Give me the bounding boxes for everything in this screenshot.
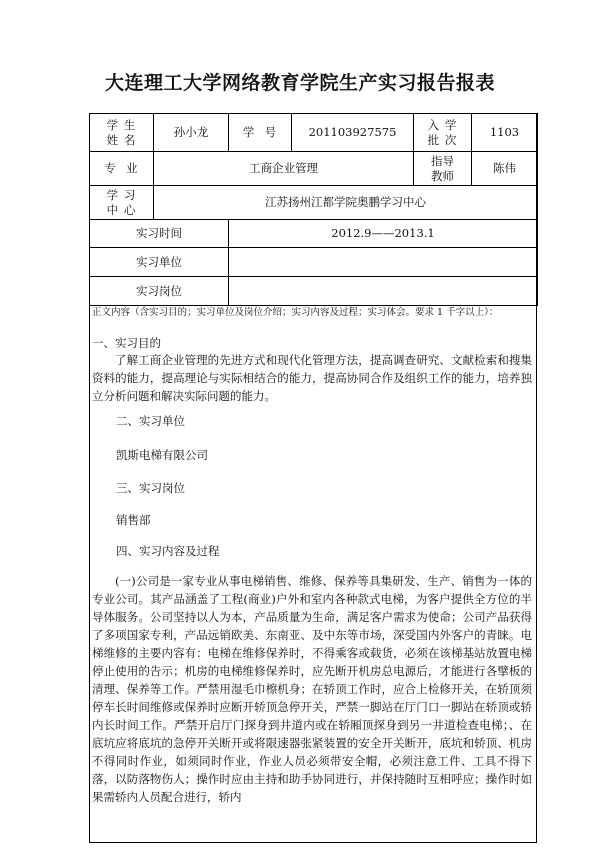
major-value: 工商企业管理 (154, 152, 414, 186)
section-2-text: 凯斯电梯有限公司 (116, 448, 208, 462)
batch-value: 1103 (472, 114, 538, 152)
batch-label: 入 学 批 次 (414, 114, 472, 152)
row-unit (90, 248, 538, 277)
unit-value (229, 248, 538, 277)
advisor-label: 指导 教师 (414, 152, 472, 186)
position-label: 实习岗位 (90, 277, 229, 306)
time-value: 2012.9——2013.1 (229, 220, 538, 248)
major-label: 专 业 (90, 152, 154, 186)
section-4-heading: 四、实习内容及过程 (116, 544, 220, 558)
row-position (90, 277, 538, 306)
row-center (90, 186, 538, 220)
row-time (90, 220, 538, 248)
report-title: 大连理工大学网络教育学院生产实习报告报表 (104, 72, 495, 94)
info-table (89, 113, 538, 306)
student-name-value: 孙小龙 (154, 114, 229, 152)
advisor-value: 陈伟 (472, 152, 538, 186)
time-label: 实习时间 (90, 220, 229, 248)
student-id-label: 学 号 (229, 114, 292, 152)
student-id-value: 201103927575 (292, 114, 414, 152)
center-value: 江苏扬州江都学院奥鹏学习中心 (154, 186, 538, 220)
row-major (90, 152, 538, 186)
unit-label: 实习单位 (90, 248, 229, 277)
section-4-text: (一)公司是一家专业从事电梯销售、维修、保养等具集研发、生产、销售为一体的专业公司。其产品涵盖了工程(商业)户外和室内各种款式电梯，为客户提供全方位的半导体服务。公司坚持以人为本，产品质量为生命，满足客户需求为使命；公司产品获得了多项国家专利，产品远销欧美、东南亚、及中东等市场，深受国内外客户的青睐。电梯维修的主要内容有：电梯在维修保养时，不得乘客或载货，必须在该梯基站放置电梯停止使用的告示；机房的电梯维修保养时，应先断开机房总电源后，才能进行各擘板的清理、保养等工作。严禁用湿毛巾檫机身；在轿顶工作时，应合上检修开关，在轿顶须停车长时间维修或保养时应断开轿顶急停开关，严禁一脚站在厅门口一脚站在轿顶或轿内长时间工作。严禁开启厅门探身到井道内或在轿厢顶探身到另一井道检查电梯；、在底坑应将底坑的急停开关断开或将限速器张紧装置的安全开关断开，底坑和轿顶、机房不得同时作业，如须同时作业，作业人员必须带安全帽，必须注意工件、工具不得下落，以防落物伤人；操作时应由主持和助手协同进行，并保持随时互相呼应；操作时如果需轿内人员配合进行，轿内 (92, 574, 532, 804)
section-1-heading: 一、实习目的 (92, 336, 161, 350)
row-student (90, 114, 538, 152)
section-3-heading: 三、实习岗位 (116, 481, 185, 495)
section-1-text: 了解工商企业管理的先进方式和现代化管理方法，提高调查研究、文献检索和搜集资料的能力，提高理论与实际相结合的能力，提高协同合作及组织工作的能力，培养独立分析问题和解决实际问题的能力。 (92, 353, 532, 403)
section-3-text: 销售部 (116, 513, 151, 527)
position-value (229, 277, 538, 306)
section-2-heading: 二、实习单位 (116, 414, 185, 428)
content-requirement-note: 正文内容（含实习目的；实习单位及岗位介绍；实习内容及过程；实习体会。要求 1 千字以上）： (92, 307, 499, 318)
center-label: 学 习 中 心 (90, 186, 154, 220)
student-name-label: 学 生 姓 名 (90, 114, 154, 152)
